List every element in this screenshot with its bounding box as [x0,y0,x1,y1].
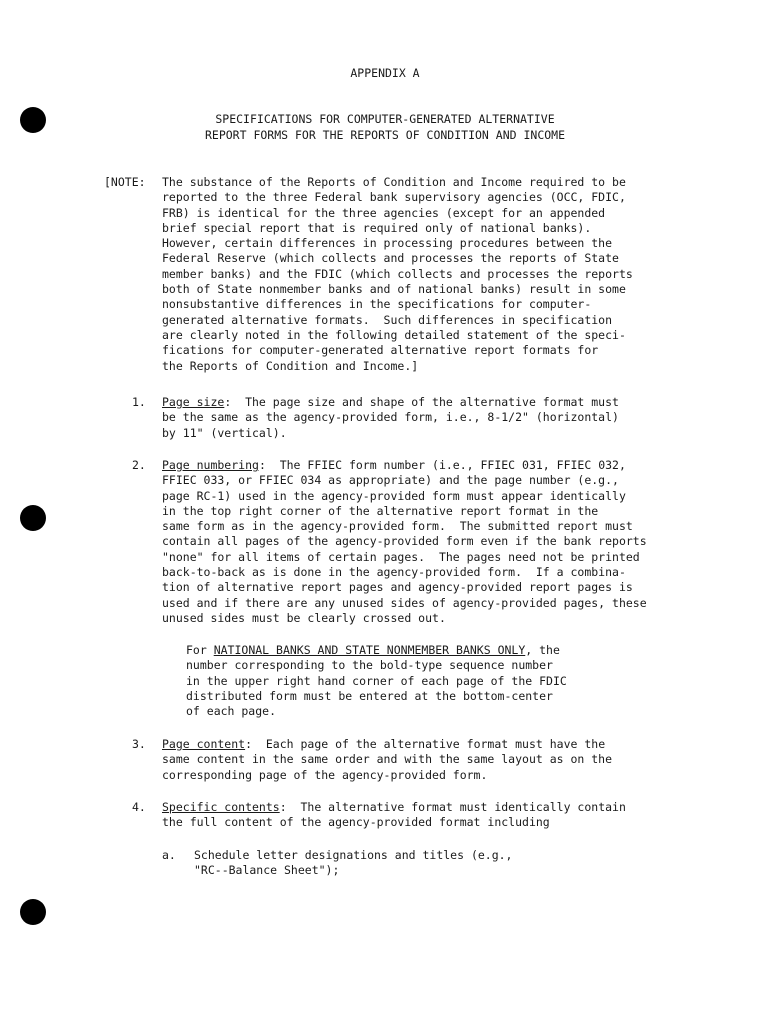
appendix-heading: APPENDIX A [350,66,420,80]
note-line: The substance of the Reports of Condition and Income required to be [162,175,626,189]
note-line: fications for computer-generated alternative report formats for [162,343,599,358]
note-line: member banks) and the FDIC (which collects and processes the reports [162,266,633,281]
note-label: [NOTE: [104,175,146,189]
note-line: However, certain differences in processing procedures between the [162,236,613,251]
item-line: same content in the same order and with the same layout as on the [162,752,613,767]
item-line: back-to-back as is done in the agency-provided form. If a combina- [162,565,626,580]
item-line: FFIEC 033, or FFIEC 034 as appropriate) and the page number (e.g., [162,473,619,488]
item-number: 4. [132,800,146,814]
item-line: the full content of the agency-provided format including [162,815,550,830]
item-number: 2. [132,458,146,472]
item-line: be the same as the agency-provided form, i.e., 8-1/2" (horizontal) [162,410,619,425]
note-body [162,175,633,374]
note-line: are clearly noted in the following detailed statement of the speci- [162,327,626,342]
sub-item-schedule-letters [194,848,513,879]
note-line: generated alternative formats. Such differences in specification [162,312,613,327]
item-line: contain all pages of the agency-provided form even if the bank reports [162,534,647,549]
sub-lead: For [186,643,214,657]
note-line: brief special report that is required only of national banks). [162,220,592,235]
title-line-2: REPORT FORMS FOR THE REPORTS OF CONDITION AND INCOME [204,128,566,142]
item-page-content [162,737,612,783]
sub-line: in the upper right hand corner of each page of the FDIC [186,673,567,688]
note-line: nonsubstantive differences in the specifications for computer- [162,297,592,312]
item-line: page RC-1) used in the agency-provided form must appear identically [162,488,626,503]
item-line: in the top right corner of the alternative report format in the [162,503,599,518]
item-line: corresponding page of the agency-provided form. [162,767,488,782]
item-heading: Page size [162,395,225,409]
sub-rest: , the [525,643,560,657]
item-specific-contents [162,800,626,831]
note-line: both of State nonmember banks and of national banks) result in some [162,282,626,297]
item-page-numbering [162,458,647,626]
item-line: tion of alternative report pages and agency-provided report pages is [162,580,633,595]
item-first-line: : The FFIEC form number (i.e., FFIEC 031, FFIEC 032, [258,458,626,472]
sub-item-line: Schedule letter designations and titles (e.g., [194,848,513,862]
item-heading: Page content [162,737,246,751]
sub-line: distributed form must be entered at the bottom-center [186,688,553,703]
sub-item-label: a. [162,848,176,862]
item-heading: Page numbering [162,458,259,472]
national-banks-paragraph [186,643,567,719]
item-line: "none" for all items of certain pages. The pages need not be printed [162,549,640,564]
item-line: unused sides must be clearly crossed out. [162,610,446,625]
sub-line: of each page. [186,704,277,719]
item-first-line: : The alternative format must identically contain [279,800,626,814]
item-number: 3. [132,737,146,751]
item-line: by 11" (vertical). [162,425,287,440]
sub-line: number corresponding to the bold-type sequence number [186,658,553,673]
note-line: reported to the three Federal bank supervisory agencies (OCC, FDIC, [162,190,626,205]
sub-item-line: "RC--Balance Sheet"); [194,863,340,878]
punch-hole [20,899,46,925]
item-first-line: : Each page of the alternative format must have the [245,737,606,751]
punch-hole [20,505,46,531]
note-line: the Reports of Condition and Income.] [162,358,419,373]
title-line-1: SPECIFICATIONS FOR COMPUTER-GENERATED ALTERNATIVE [215,112,555,126]
item-page-size [162,395,619,441]
item-heading: Specific contents [162,800,280,814]
item-line: used and if there are any unused sides of agency-provided pages, these [162,595,647,610]
sub-emphasis: NATIONAL BANKS AND STATE NONMEMBER BANKS ONLY [213,643,526,657]
item-first-line: : The page size and shape of the alternative format must [224,395,619,409]
item-line: same form as in the agency-provided form. The submitted report must [162,519,633,534]
note-line: FRB) is identical for the three agencies (except for an appended [162,205,606,220]
note-line: Federal Reserve (which collects and processes the reports of State [162,251,619,266]
item-number: 1. [132,395,146,409]
